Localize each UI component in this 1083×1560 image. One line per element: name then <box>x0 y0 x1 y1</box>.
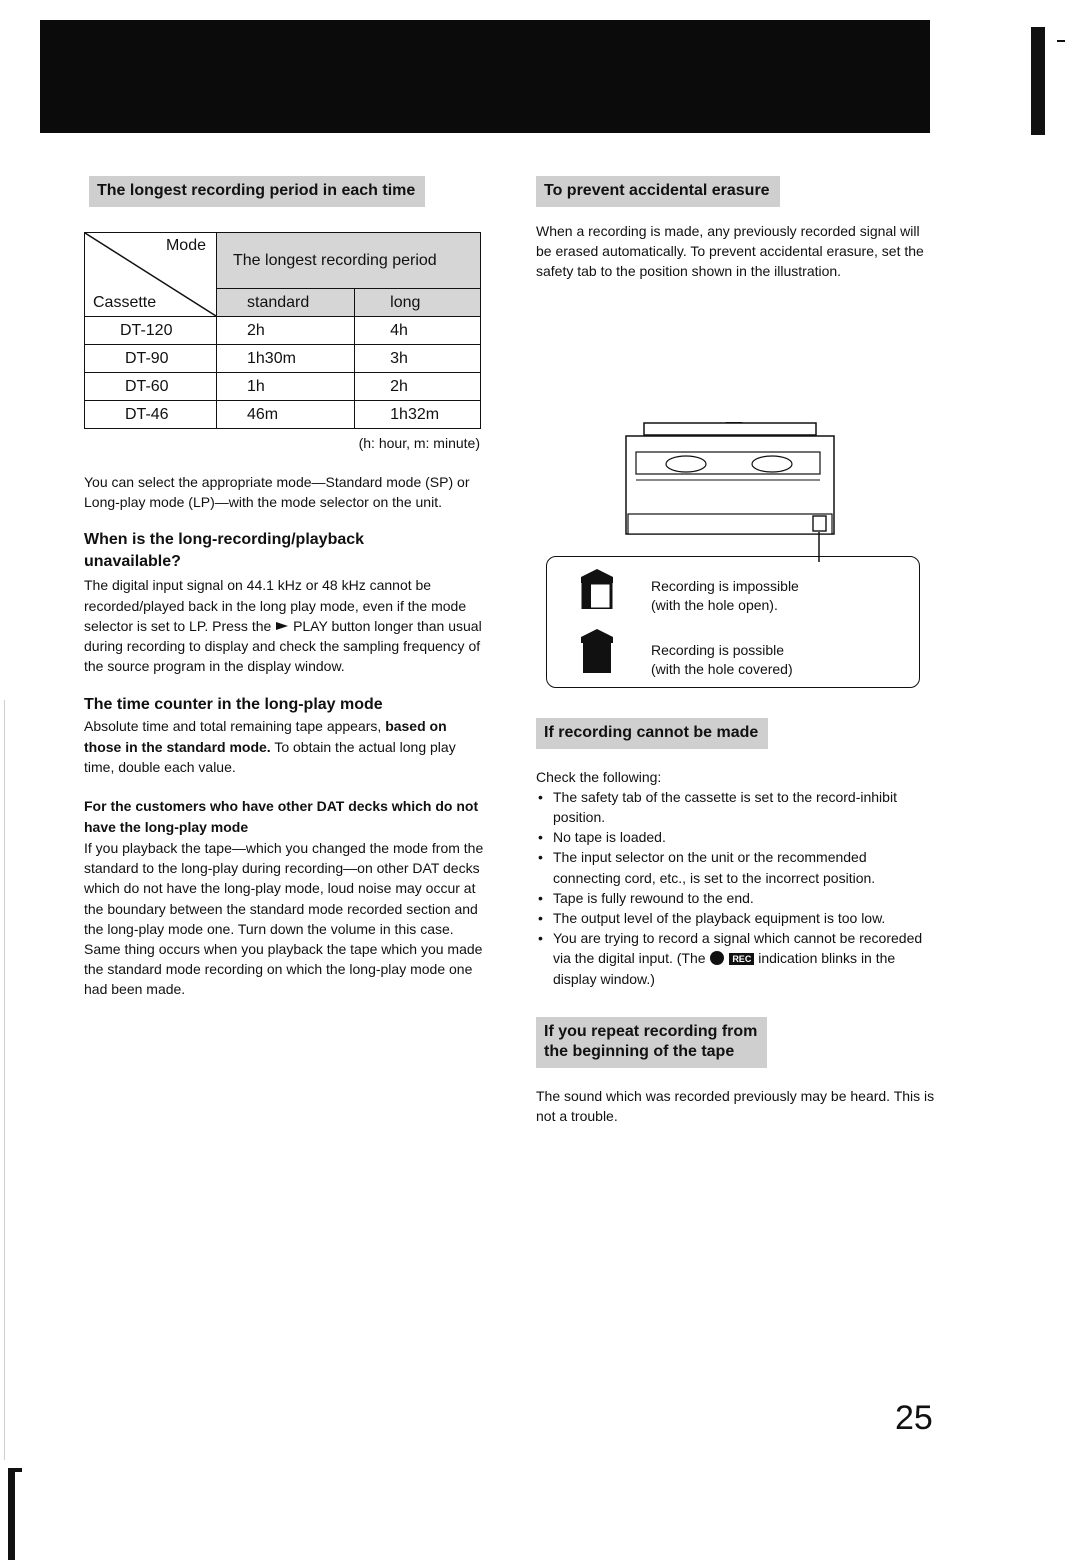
record-dot-icon <box>709 950 725 966</box>
crop-mark-horizontal <box>8 1468 22 1472</box>
col-standard-header: standard <box>217 289 355 317</box>
last-check-end: indication blinks in the display window.) <box>553 950 896 987</box>
list-item: • No tape is loaded. <box>536 827 936 847</box>
impossible-caption <box>651 577 799 615</box>
list-item: • The output level of the playback equipment is too low. <box>536 908 936 928</box>
cassette-cell: DT-46 <box>85 401 217 429</box>
table-note: (h: hour, m: minute) <box>358 435 480 451</box>
repeat-section-title <box>536 1017 767 1068</box>
standard-cell: 46m <box>217 401 355 429</box>
list-item: • The input selector on the unit or the recommended connecting cord, etc., is set to the incorrect position. <box>536 847 936 887</box>
mode-label: Mode <box>165 237 206 254</box>
customers-heading: For the customers who have other DAT decks which do not have the long-play mode <box>84 798 479 836</box>
long-cell: 2h <box>355 373 481 401</box>
period-header: The longest recording period <box>217 233 481 289</box>
customers-text: If you playback the tape—which you changed the mode from the standard to the long-play during recording—on other DAT decks which do not have the long-play mode, loud noise may occur at the boundary between the standard mode recorded section and the long-play mode one. Turn down the volume in this case. Same thing occurs when you playback the tape which you made the standard mode recording on which the long-play mode one had been made. <box>84 840 484 998</box>
possible-line-2: (with the hole covered) <box>651 660 793 677</box>
standard-cell: 2h <box>217 317 355 345</box>
repeat-title-line-1: If you repeat recording from <box>544 1022 758 1040</box>
standard-cell: 1h <box>217 373 355 401</box>
recording-period-table <box>84 232 481 429</box>
right-column <box>536 176 936 1126</box>
tab-open-icon <box>577 569 617 609</box>
long-cell: 3h <box>355 345 481 373</box>
table-row <box>85 345 481 373</box>
repeat-title-line-2: the beginning of the tape <box>544 1042 735 1060</box>
play-icon <box>275 621 289 631</box>
unavailable-text-end: PLAY button longer than usual during recording to display and check the sampling frequency of the source program in the display window. <box>84 617 482 675</box>
mode-intro-text: You can select the appropriate mode—Standard mode (SP) or Long-play mode (LP)—with the mode selector on the unit. <box>84 474 470 511</box>
page-number: 25 <box>895 1399 933 1437</box>
left-column <box>84 176 484 1000</box>
unavailable-text <box>84 575 484 676</box>
cassette-illustration <box>536 422 936 562</box>
check-intro: Check the following: <box>536 768 662 785</box>
table-row <box>85 373 481 401</box>
unavailable-heading: When is the long-recording/playback unavailable? <box>84 531 365 571</box>
possible-caption <box>651 641 793 679</box>
table-row <box>85 317 481 345</box>
possible-line-1: Recording is possible <box>651 641 785 658</box>
counter-text <box>84 716 484 777</box>
rec-indicator-badge: REC <box>729 953 754 965</box>
header-black-band <box>40 20 930 133</box>
cassette-cell: DT-90 <box>85 345 217 373</box>
crop-mark <box>8 1468 15 1560</box>
cannot-record-section-title: If recording cannot be made <box>536 718 768 749</box>
list-item: • The safety tab of the cassette is set to the record-inhibit position. <box>536 787 936 827</box>
table-section-title: The longest recording period in each time <box>89 176 425 207</box>
list-item <box>536 928 936 989</box>
erasure-text: When a recording is made, any previously recorded signal will be erased automatically. To prevent accidental erasure, set the safety tab to the position shown in the illustration. <box>536 223 924 280</box>
section-index-dash <box>1057 40 1065 42</box>
standard-cell: 1h30m <box>217 345 355 373</box>
table-corner-cell <box>85 233 217 317</box>
cassette-cell: DT-120 <box>85 317 217 345</box>
impossible-line-1: Recording is impossible <box>651 577 799 594</box>
list-item: • Tape is fully rewound to the end. <box>536 888 936 908</box>
safety-tab-illustration <box>536 282 936 712</box>
unavailable-text-start: The digital input signal on 44.1 kHz or 48 kHz cannot be recorded/played back in the long play mode, even if the mode selector is set to LP. Press the <box>84 577 467 634</box>
safety-tab-callout <box>546 556 920 688</box>
check-list <box>536 787 936 989</box>
erasure-section-title: To prevent accidental erasure <box>536 176 780 207</box>
cassette-cell: DT-60 <box>85 373 217 401</box>
impossible-line-2: (with the hole open). <box>651 596 778 613</box>
tab-covered-icon <box>577 629 617 673</box>
counter-heading: The time counter in the long-play mode <box>84 696 383 714</box>
last-check-start: You are trying to record a signal which cannot be recoreded via the digital input. (The <box>553 930 923 967</box>
long-cell: 4h <box>355 317 481 345</box>
long-cell: 1h32m <box>355 401 481 429</box>
counter-text-bold: based on those in the standard mode. <box>84 718 447 755</box>
counter-text-end: To obtain the actual long play time, double each value. <box>84 738 456 775</box>
table-row <box>85 401 481 429</box>
col-long-header: long <box>355 289 481 317</box>
cassette-label: Cassette <box>93 294 157 311</box>
counter-text-start: Absolute time and total remaining tape appears, <box>84 718 382 735</box>
page-edge-rule <box>4 700 5 1460</box>
section-index-tab <box>1031 27 1045 135</box>
repeat-text: The sound which was recorded previously may be heard. This is not a trouble. <box>536 1087 935 1125</box>
